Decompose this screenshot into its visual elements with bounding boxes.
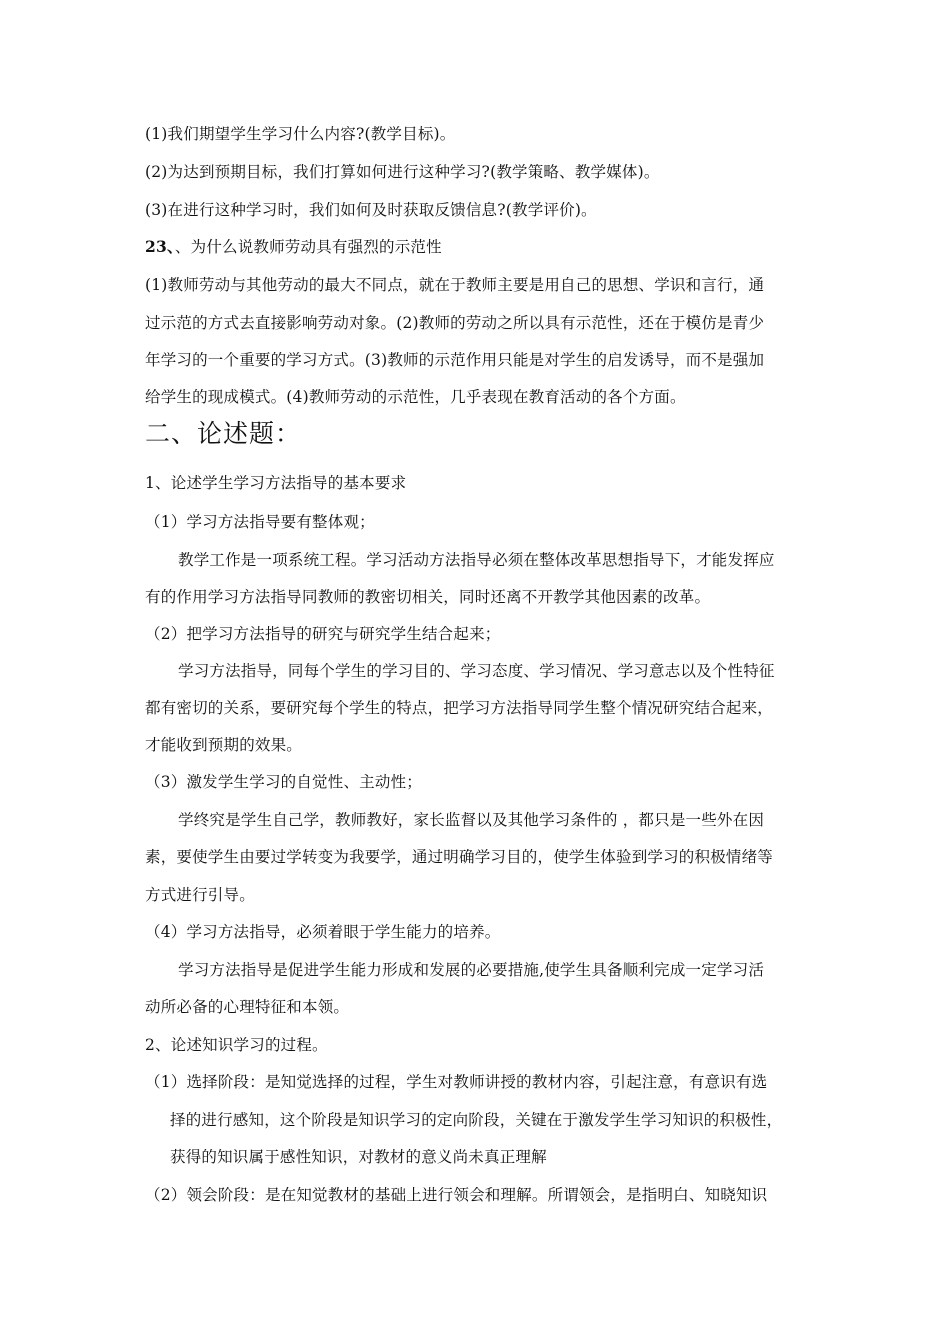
text-line: 择的进行感知，这个阶段是知识学习的定向阶段，关键在于激发学生学习知识的积极性， (170, 1111, 783, 1129)
text-line: （2）领会阶段：是在知觉教材的基础上进行领会和理解。所谓领会，是指明白、知晓知识 (145, 1186, 768, 1204)
text-line: （2）把学习方法指导的研究与研究学生结合起来； (145, 625, 501, 643)
text-line: 获得的知识属于感性知识，对教材的意义尚未真正理解 (170, 1148, 547, 1166)
text-line: 学终究是学生自己学，教师教好，家长监督以及其他学习条件的 ，都只是一些外在因 (178, 811, 765, 829)
text-line: 学习方法指导，同每个学生的学习目的、学习态度、学习情况、学习意志以及个性特征 (178, 662, 775, 680)
text-line: 动所必备的心理特征和本领。 (145, 998, 350, 1016)
text-line: （1）学习方法指导要有整体观； (145, 513, 375, 531)
text-line: 才能收到预期的效果。 (145, 736, 303, 754)
text-line: 都有密切的关系，要研究每个学生的特点，把学习方法指导同学生整个情况研究结合起来， (145, 699, 774, 717)
text-line: 教学工作是一项系统工程。学习活动方法指导必须在整体改革思想指导下，才能发挥应 (178, 551, 775, 569)
text-line: 2、论述知识学习的过程。 (145, 1036, 328, 1054)
question-text: 、为什么说教师劳动具有强烈的示范性 (174, 238, 442, 256)
text-line: (3)在进行这种学习时，我们如何及时获取反馈信息?(教学评价)。 (145, 201, 597, 219)
text-line: （3）激发学生学习的自觉性、主动性； (145, 773, 422, 791)
text-line: 有的作用学习方法指导同教师的教密切相关，同时还离不开教学其他因素的改革。 (145, 588, 711, 606)
text-line: 年学习的一个重要的学习方式。(3)教师的示范作用只能是对学生的启发诱导，而不是强加 (145, 351, 765, 369)
text-line: (2)为达到预期目标，我们打算如何进行这种学习?(教学策略、教学媒体)。 (145, 163, 660, 181)
text-line: （1）选择阶段：是知觉选择的过程，学生对教师讲授的教材内容，引起注意，有意识有选 (145, 1073, 768, 1091)
text-line: 1、论述学生学习方法指导的基本要求 (145, 474, 407, 492)
question-number: 23、 (145, 237, 175, 256)
text-line: 给学生的现成模式。(4)教师劳动的示范性，几乎表现在教育活动的各个方面。 (145, 388, 686, 406)
text-line: 方式进行引导。 (145, 886, 255, 904)
text-line: （4）学习方法指导，必须着眼于学生能力的培养。 (145, 923, 501, 941)
text-line: 素，要使学生由要过学转变为我要学，通过明确学习目的，使学生体验到学习的积极情绪等 (145, 848, 774, 866)
question-title (145, 237, 442, 257)
text-line: (1)我们期望学生学习什么内容?(教学目标)。 (145, 125, 456, 143)
section-heading: 二、论述题： (145, 419, 302, 448)
text-line: 学习方法指导是促进学生能力形成和发展的必要措施,使学生具备顺利完成一定学习活 (178, 961, 765, 979)
text-line: (1)教师劳动与其他劳动的最大不同点，就在于教师主要是用自己的思想、学识和言行，通 (145, 276, 765, 294)
text-line: 过示范的方式去直接影响劳动对象。(2)教师的劳动之所以具有示范性，还在于模仿是青少 (145, 314, 765, 332)
